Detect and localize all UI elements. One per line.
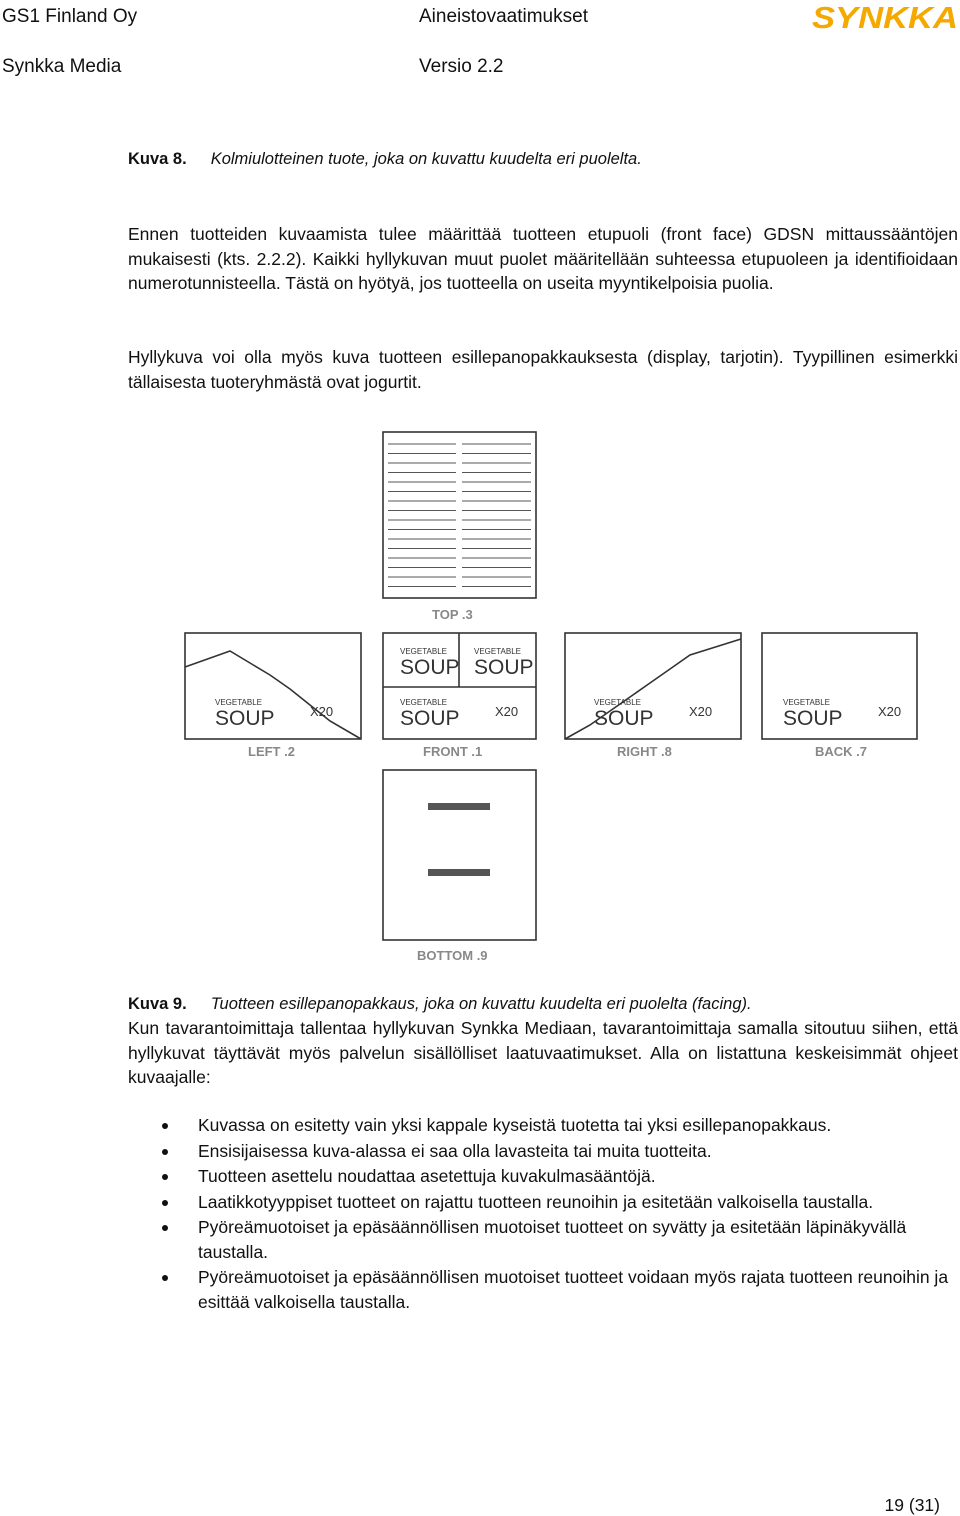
paragraph-supplier: Kun tavarantoimittaja tallentaa hyllykuvan Synkka Mediaan, tavarantoimittaja samalla sitoutuu siihen, että hyllykuvat täyttävät myös palvelun sisällölliset laatuvaatimukset. Alla on listattuna keskeisimmät ohjeet kuvaajalle: <box>128 1018 958 1087</box>
top-view-box <box>383 432 536 598</box>
figure-9-display-views <box>170 425 930 975</box>
svg-text:VEGETABLE: VEGETABLE <box>400 647 447 656</box>
svg-text:VEGETABLE: VEGETABLE <box>474 647 521 656</box>
svg-text:SOUP: SOUP <box>400 656 460 679</box>
svg-text:VEGETABLE: VEGETABLE <box>783 698 830 707</box>
svg-text:X20: X20 <box>689 704 713 719</box>
svg-text:SOUP: SOUP <box>783 707 843 730</box>
svg-text:SYNKKA: SYNKKA <box>812 0 958 34</box>
header-doc-title: Aineistovaatimukset <box>419 6 588 27</box>
figure-9-caption <box>128 993 752 1015</box>
header-company: GS1 Finland Oy <box>2 6 138 27</box>
paragraph-display: Hyllykuva voi olla myös kuva tuotteen esillepanopakkauksesta (display, tarjotin). Tyypillinen esimerkki tällaisesta tuoteryhmästä ovat jogurtit. <box>128 347 958 392</box>
paragraph-front-face: Ennen tuotteiden kuvaamista tulee määrittää tuotteen etupuoli (front face) GDSN mittaussääntöjen mukaisesti (kts. 2.2.2). Kaikki hyllykuvan muut puolet määritellään suhteessa etupuoleen ja identifioidaan numerotunnisteella. Tästä on hyötyä, jos tuotteella on useita myyntikelpoisia puolia. <box>128 224 958 293</box>
label-right: RIGHT .8 <box>617 744 672 759</box>
svg-text:VEGETABLE: VEGETABLE <box>215 698 262 707</box>
svg-text:X20: X20 <box>310 704 334 719</box>
bottom-view-box <box>383 770 536 940</box>
label-back: BACK .7 <box>815 744 868 759</box>
figure-8-label: Kuva 8. <box>128 150 187 168</box>
figure-9-label: Kuva 9. <box>128 995 187 1013</box>
list-item: Laatikkotyyppiset tuotteet on rajattu tuotteen reunoihin ja esitetään valkoisella taustalla. <box>128 1190 958 1215</box>
svg-text:X20: X20 <box>878 704 902 719</box>
guideline-list <box>128 1113 958 1315</box>
page-number: 19 (31) <box>884 1495 940 1515</box>
label-bottom: BOTTOM .9 <box>417 948 488 963</box>
list-item: Ensisijaisessa kuva-alassa ei saa olla lavasteita tai muita tuotteita. <box>128 1139 958 1164</box>
svg-text:VEGETABLE: VEGETABLE <box>594 698 641 707</box>
svg-text:SOUP: SOUP <box>594 707 654 730</box>
svg-text:SOUP: SOUP <box>474 656 534 679</box>
list-item: Pyöreämuotoiset ja epäsäännöllisen muotoiset tuotteet on syvätty ja esitetään läpinäkyvällä taustalla. <box>128 1215 958 1264</box>
svg-text:X20: X20 <box>495 704 519 719</box>
label-top: TOP .3 <box>432 607 473 622</box>
figure-9-text: Tuotteen esillepanopakkaus, joka on kuvattu kuudelta eri puolelta (facing). <box>210 995 752 1013</box>
list-item: Tuotteen asettelu noudattaa asetettuja kuvakulmasääntöjä. <box>128 1164 958 1189</box>
svg-text:SOUP: SOUP <box>215 707 275 730</box>
svg-text:VEGETABLE: VEGETABLE <box>400 698 447 707</box>
list-item: Pyöreämuotoiset ja epäsäännöllisen muotoiset tuotteet voidaan myös rajata tuotteen reunoihin ja esittää valkoisella taustalla. <box>128 1265 958 1314</box>
figure-8-caption <box>128 148 642 170</box>
label-left: LEFT .2 <box>248 744 295 759</box>
figure-8-text: Kolmiulotteinen tuote, joka on kuvattu kuudelta eri puolelta. <box>210 150 642 168</box>
header-service: Synkka Media <box>2 56 122 77</box>
svg-text:SOUP: SOUP <box>400 707 460 730</box>
list-item: Kuvassa on esitetty vain yksi kappale kyseistä tuotetta tai yksi esillepanopakkaus. <box>128 1113 958 1138</box>
synkka-logo <box>812 0 958 34</box>
header-version: Versio 2.2 <box>419 56 504 77</box>
label-front: FRONT .1 <box>423 744 483 759</box>
